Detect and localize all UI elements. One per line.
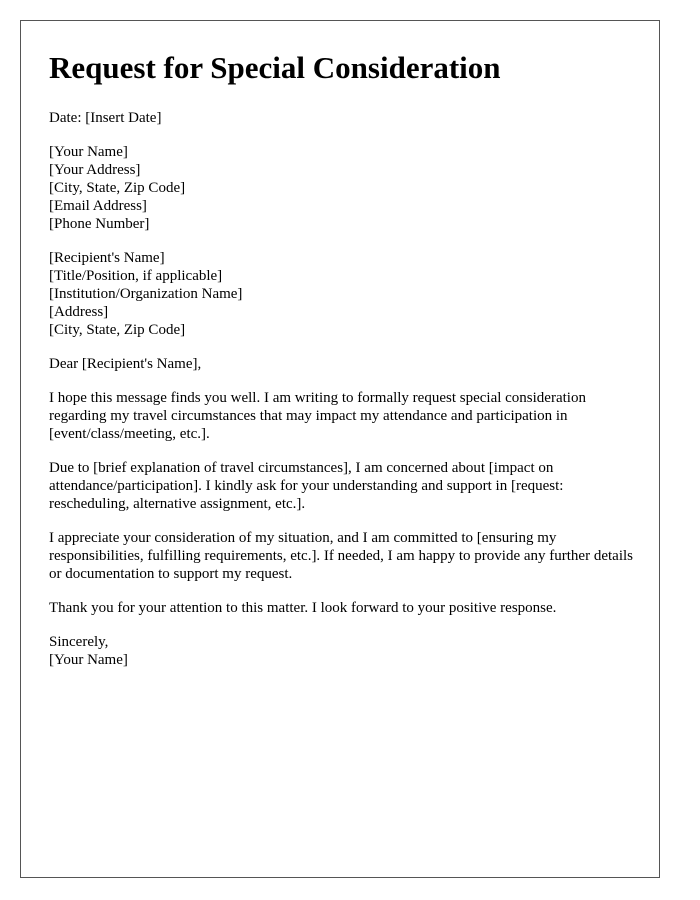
sender-city-state-zip: [City, State, Zip Code] <box>49 180 186 196</box>
salutation: Dear [Recipient's Name], <box>49 356 202 372</box>
recipient-name: [Recipient's Name] <box>49 250 165 266</box>
body-paragraph-3: I appreciate your consideration of my situation, and I am committed to [ensuring my responsibilities, fulfilling requirements, etc.]. If needed, I am happy to provide any further details or documentation to support my request. <box>49 530 633 582</box>
body-paragraph-2: Due to [brief explanation of travel circumstances], I am concerned about [impact on attendance/participation]. I kindly ask for your understanding and support in [request: rescheduling, alternative assignment, etc.]. <box>49 460 564 512</box>
letter-title: Request for Special Consideration <box>49 50 501 85</box>
letter-content <box>49 49 639 685</box>
sender-address: [Your Address] <box>49 162 141 178</box>
closing-block <box>49 633 639 669</box>
sender-email: [Email Address] <box>49 198 147 214</box>
signature: [Your Name] <box>49 652 128 668</box>
sender-name: [Your Name] <box>49 144 128 160</box>
recipient-city-state-zip: [City, State, Zip Code] <box>49 322 186 338</box>
sender-address-block <box>49 143 639 233</box>
closing: Sincerely, <box>49 634 109 650</box>
date-line: Date: [Insert Date] <box>49 110 162 126</box>
body-paragraph-1: I hope this message finds you well. I am writing to formally request special consideration regarding my travel circumstances that may impact my attendance and participation in [event/class/meeting, etc.]. <box>49 390 586 442</box>
recipient-institution: [Institution/Organization Name] <box>49 286 243 302</box>
body-paragraph-4: Thank you for your attention to this matter. I look forward to your positive response. <box>49 600 557 616</box>
sender-phone: [Phone Number] <box>49 216 150 232</box>
recipient-title: [Title/Position, if applicable] <box>49 268 223 284</box>
letter-page <box>20 20 660 878</box>
date-block <box>49 109 639 127</box>
recipient-address: [Address] <box>49 304 109 320</box>
recipient-address-block <box>49 249 639 339</box>
